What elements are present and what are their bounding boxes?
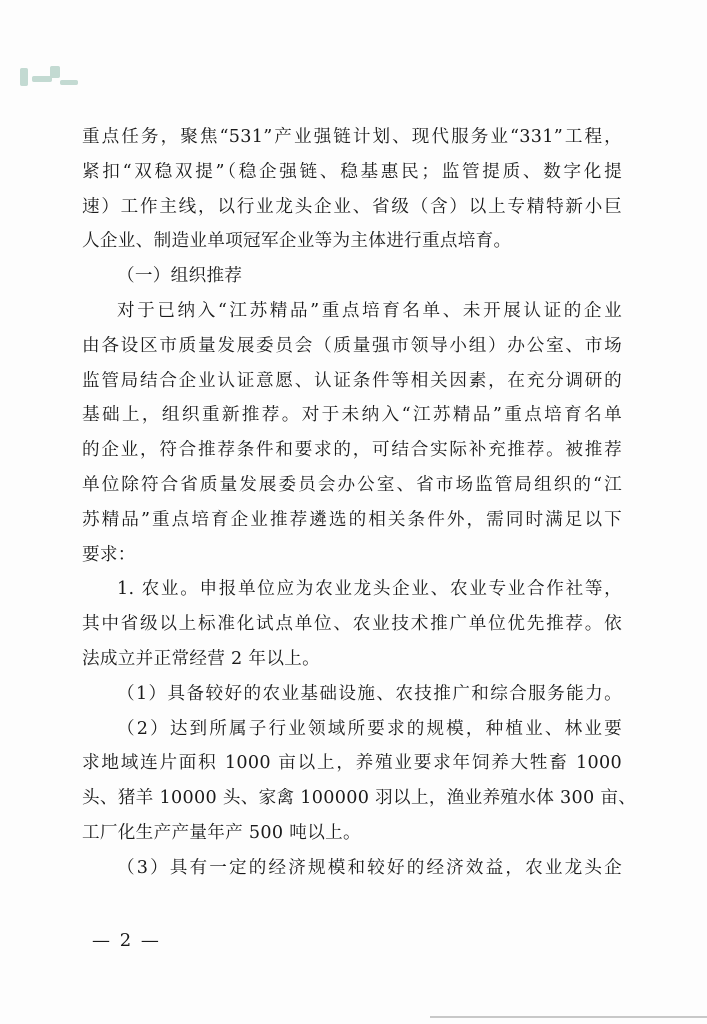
text-line: 的企业，符合推荐条件和要求的，可结合实际补充推荐。被推荐: [82, 440, 622, 461]
text-line: 对于已纳入“江苏精品”重点培育名单、未开展认证的企业: [117, 300, 622, 321]
text-line: 由各设区市质量发展委员会（质量强市领导小组）办公室、市场: [82, 335, 622, 356]
text-line: 1. 农业。申报单位应为农业龙头企业、农业专业合作社等，: [117, 579, 622, 600]
text-line: 监管局结合企业认证意愿、认证条件等相关因素，在充分调研的: [82, 370, 622, 391]
body-text: [82, 120, 637, 886]
scan-edge-line: [430, 1016, 707, 1018]
text-line: 紧扣“双稳双提”（稳企强链、稳基惠民；监管提质、数字化提: [82, 161, 622, 182]
text-line: 法成立并正常经营 2 年以上。: [82, 648, 321, 669]
scan-stamp-mark: [20, 62, 80, 92]
text-line: 基础上，组织重新推荐。对于未纳入“江苏精品”重点培育名单: [82, 405, 622, 426]
text-line: 其中省级以上标准化试点单位、农业技术推广单位优先推荐。依: [82, 614, 622, 635]
text-line: 苏精品”重点培育企业推荐遴选的相关条件外，需同时满足以下: [82, 509, 622, 530]
page-number: — 2 —: [92, 930, 161, 951]
text-line: 求地域连片面积 1000 亩以上，养殖业要求年饲养大牲畜 1000: [82, 753, 622, 774]
text-line: 人企业、制造业单项冠军企业等为主体进行重点培育。: [82, 231, 512, 252]
text-line: （1）具备较好的农业基础设施、农技推广和综合服务能力。: [117, 683, 622, 704]
text-line: 工厂化生产产量年产 500 吨以上。: [82, 822, 361, 843]
text-line: 要求：: [82, 544, 136, 565]
text-line: （2）达到所属子行业领域所要求的规模，种植业、林业要: [117, 718, 622, 739]
section-heading: （一）组织推荐: [117, 266, 243, 287]
text-line: 重点任务，聚焦“531”产业强链计划、现代服务业“331”工程，: [82, 127, 622, 147]
text-line: （3）具有一定的经济规模和较好的经济效益，农业龙头企: [117, 857, 622, 878]
text-line: 速）工作主线，以行业龙头企业、省级（含）以上专精特新小巨: [82, 196, 622, 217]
text-line: 头、猪羊 10000 头、家禽 100000 羽以上，渔业养殖水体 300 亩、: [82, 788, 637, 809]
text-line: 单位除符合省质量发展委员会办公室、省市场监管局组织的“江: [82, 474, 622, 495]
